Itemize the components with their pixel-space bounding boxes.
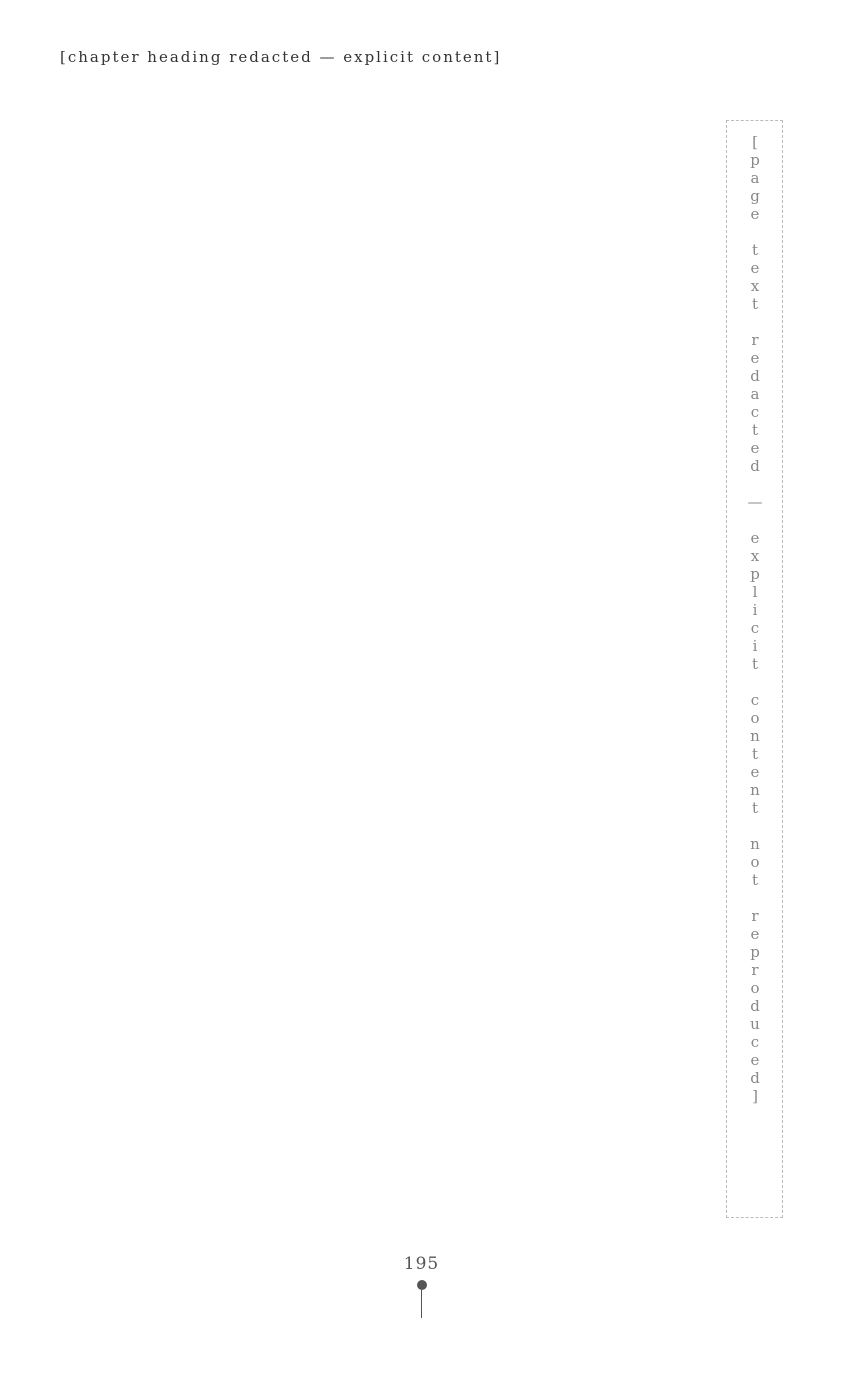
page-number: 195 [403,1254,440,1274]
page-body [60,120,783,1218]
footer-stem-ornament [421,1290,422,1318]
footer-dot-ornament [417,1280,427,1290]
running-header: [chapter heading redacted — explicit content] [60,48,502,66]
page-footer [0,1254,843,1318]
redacted-text-notice: [page text redacted — explicit content not reproduced] [726,120,784,1218]
